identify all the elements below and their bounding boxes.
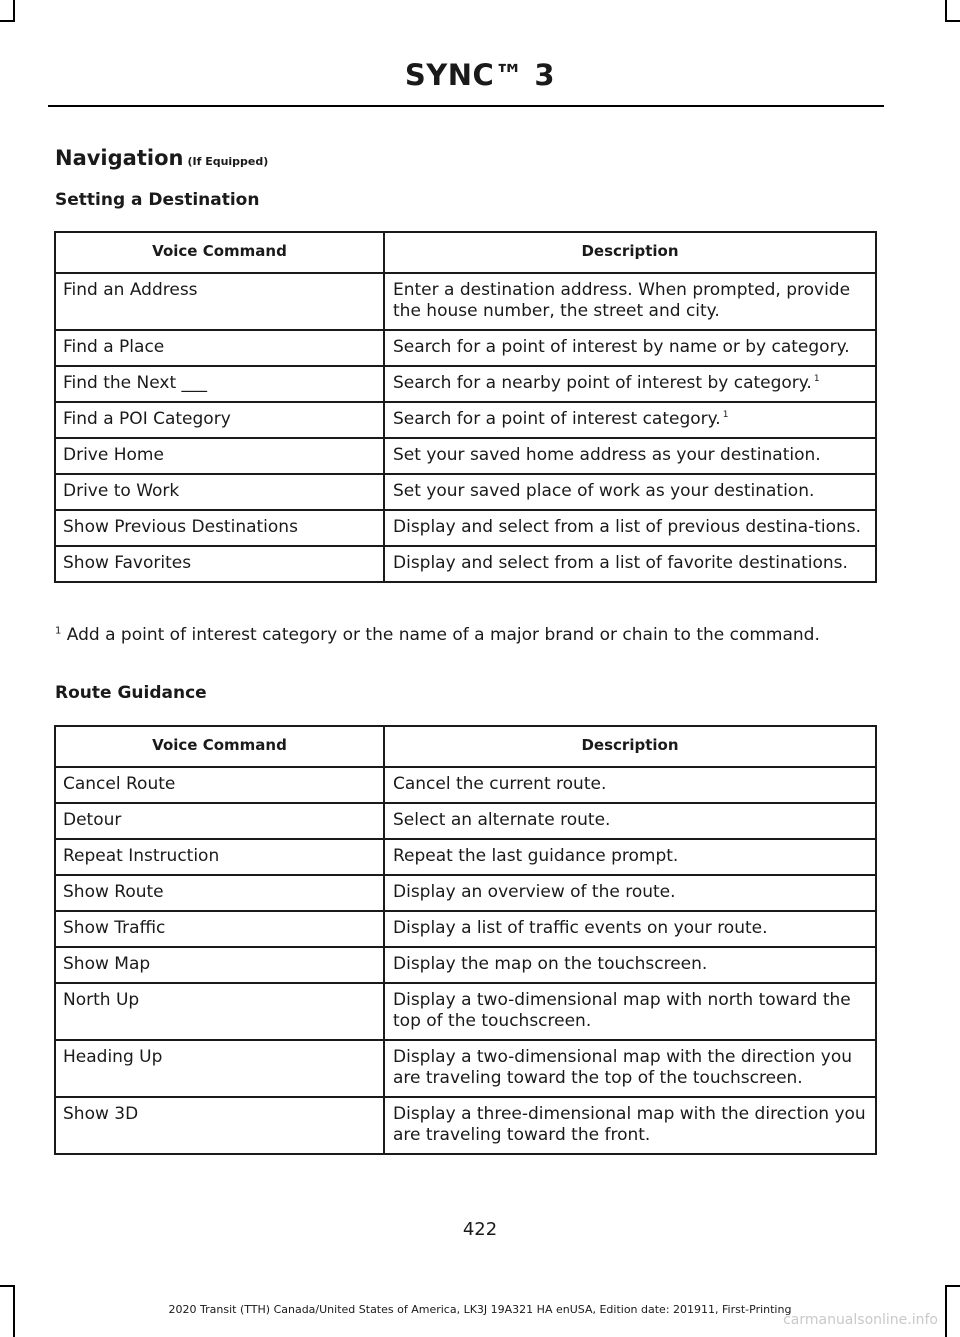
description-text: Set your saved place of work as your destination. <box>393 481 815 501</box>
description-cell <box>384 803 876 839</box>
voice-command-cell: Detour <box>55 803 384 839</box>
description-cell <box>384 911 876 947</box>
voice-command-cell: Show Favorites <box>55 546 384 582</box>
route-guidance-table <box>54 725 877 1155</box>
description-text: Display a list of traffic events on your route. <box>393 918 768 938</box>
page-footer: 2020 Transit (TTH) Canada/United States of America, LK3J 19A321 HA enUSA, Edition date: 201911, First-Printing <box>168 1303 792 1316</box>
description-text: Display and select from a list of previous destina-tions. <box>393 517 862 537</box>
crop-mark-bottom-right-h <box>945 1285 960 1287</box>
table-row <box>55 875 876 911</box>
description-cell <box>384 1040 876 1097</box>
voice-command-cell: Drive Home <box>55 438 384 474</box>
voice-command-cell: North Up <box>55 983 384 1040</box>
column-header-description: Description <box>384 726 876 767</box>
footnote-reference: 1 <box>722 410 729 421</box>
setting-destination-table <box>54 231 877 583</box>
description-cell <box>384 366 876 402</box>
column-header-voice-command: Voice Command <box>55 726 384 767</box>
page-header-title: SYNC™ 3 <box>404 58 556 92</box>
page-number: 422 <box>462 1219 498 1240</box>
footnote-reference: 1 <box>813 374 820 385</box>
description-text: Display a three-dimensional map with the direction you are traveling toward the front. <box>393 1104 866 1145</box>
table-row <box>55 1040 876 1097</box>
header-divider <box>48 105 884 107</box>
description-cell <box>384 839 876 875</box>
description-text: Enter a destination address. When prompted, provide the house number, the street and city. <box>393 280 851 321</box>
footnote-text: Add a point of interest category or the name of a major brand or chain to the command. <box>66 625 820 645</box>
description-text: Display the map on the touchscreen. <box>393 954 708 974</box>
voice-command-cell: Show Route <box>55 875 384 911</box>
table-row <box>55 402 876 438</box>
table-row <box>55 330 876 366</box>
crop-mark-top-right <box>945 0 947 22</box>
section-title-suffix: (If Equipped) <box>187 155 269 168</box>
description-cell <box>384 767 876 803</box>
table-row <box>55 1097 876 1154</box>
setting-destination-heading: Setting a Destination <box>55 190 260 210</box>
description-text: Display a two-dimensional map with the direction you are traveling toward the top of the touchscreen. <box>393 1047 852 1088</box>
voice-command-cell: Show Map <box>55 947 384 983</box>
crop-mark-top-left-h <box>0 20 15 22</box>
description-cell <box>384 330 876 366</box>
description-cell <box>384 983 876 1040</box>
description-cell <box>384 546 876 582</box>
voice-command-cell: Find a Place <box>55 330 384 366</box>
table-row <box>55 767 876 803</box>
watermark: carmanualsonline.info <box>783 1312 938 1328</box>
footnote-mark: 1 <box>55 625 62 637</box>
voice-command-cell: Show Previous Destinations <box>55 510 384 546</box>
voice-command-cell: Show 3D <box>55 1097 384 1154</box>
voice-command-cell: Find an Address <box>55 273 384 330</box>
table-row <box>55 273 876 330</box>
crop-mark-top-right-h <box>945 20 960 22</box>
crop-mark-top-left <box>13 0 15 22</box>
column-header-voice-command: Voice Command <box>55 232 384 273</box>
voice-command-cell: Repeat Instruction <box>55 839 384 875</box>
description-text: Display an overview of the route. <box>393 882 676 902</box>
table-row <box>55 983 876 1040</box>
description-cell <box>384 438 876 474</box>
description-text: Search for a point of interest by name or by category. <box>393 337 850 357</box>
description-cell <box>384 1097 876 1154</box>
description-cell <box>384 474 876 510</box>
voice-command-cell: Show Traffic <box>55 911 384 947</box>
section-title <box>55 146 268 170</box>
voice-command-cell: Heading Up <box>55 1040 384 1097</box>
table-row <box>55 911 876 947</box>
description-text: Repeat the last guidance prompt. <box>393 846 679 866</box>
route-guidance-heading: Route Guidance <box>55 683 207 703</box>
description-text: Display a two-dimensional map with north toward the top of the touchscreen. <box>393 990 851 1031</box>
description-text: Display and select from a list of favorite destinations. <box>393 553 848 573</box>
table-row <box>55 438 876 474</box>
description-text: Set your saved home address as your destination. <box>393 445 821 465</box>
table-row <box>55 510 876 546</box>
voice-command-cell: Find the Next ___ <box>55 366 384 402</box>
description-text: Search for a nearby point of interest by category. <box>393 373 812 393</box>
table-header-row <box>55 726 876 767</box>
description-text: Cancel the current route. <box>393 774 607 794</box>
voice-command-cell: Drive to Work <box>55 474 384 510</box>
description-cell <box>384 402 876 438</box>
crop-mark-bottom-left-h <box>0 1285 15 1287</box>
column-header-description: Description <box>384 232 876 273</box>
table-row <box>55 546 876 582</box>
description-text: Select an alternate route. <box>393 810 611 830</box>
description-cell <box>384 510 876 546</box>
table-row <box>55 474 876 510</box>
section-title-text: Navigation <box>55 146 184 170</box>
description-cell <box>384 875 876 911</box>
voice-command-cell: Find a POI Category <box>55 402 384 438</box>
table-row <box>55 839 876 875</box>
table-row <box>55 366 876 402</box>
voice-command-cell: Cancel Route <box>55 767 384 803</box>
description-cell <box>384 273 876 330</box>
table-footnote <box>55 625 820 645</box>
table-header-row <box>55 232 876 273</box>
description-cell <box>384 947 876 983</box>
description-text: Search for a point of interest category. <box>393 409 721 429</box>
table-row <box>55 803 876 839</box>
table-row <box>55 947 876 983</box>
